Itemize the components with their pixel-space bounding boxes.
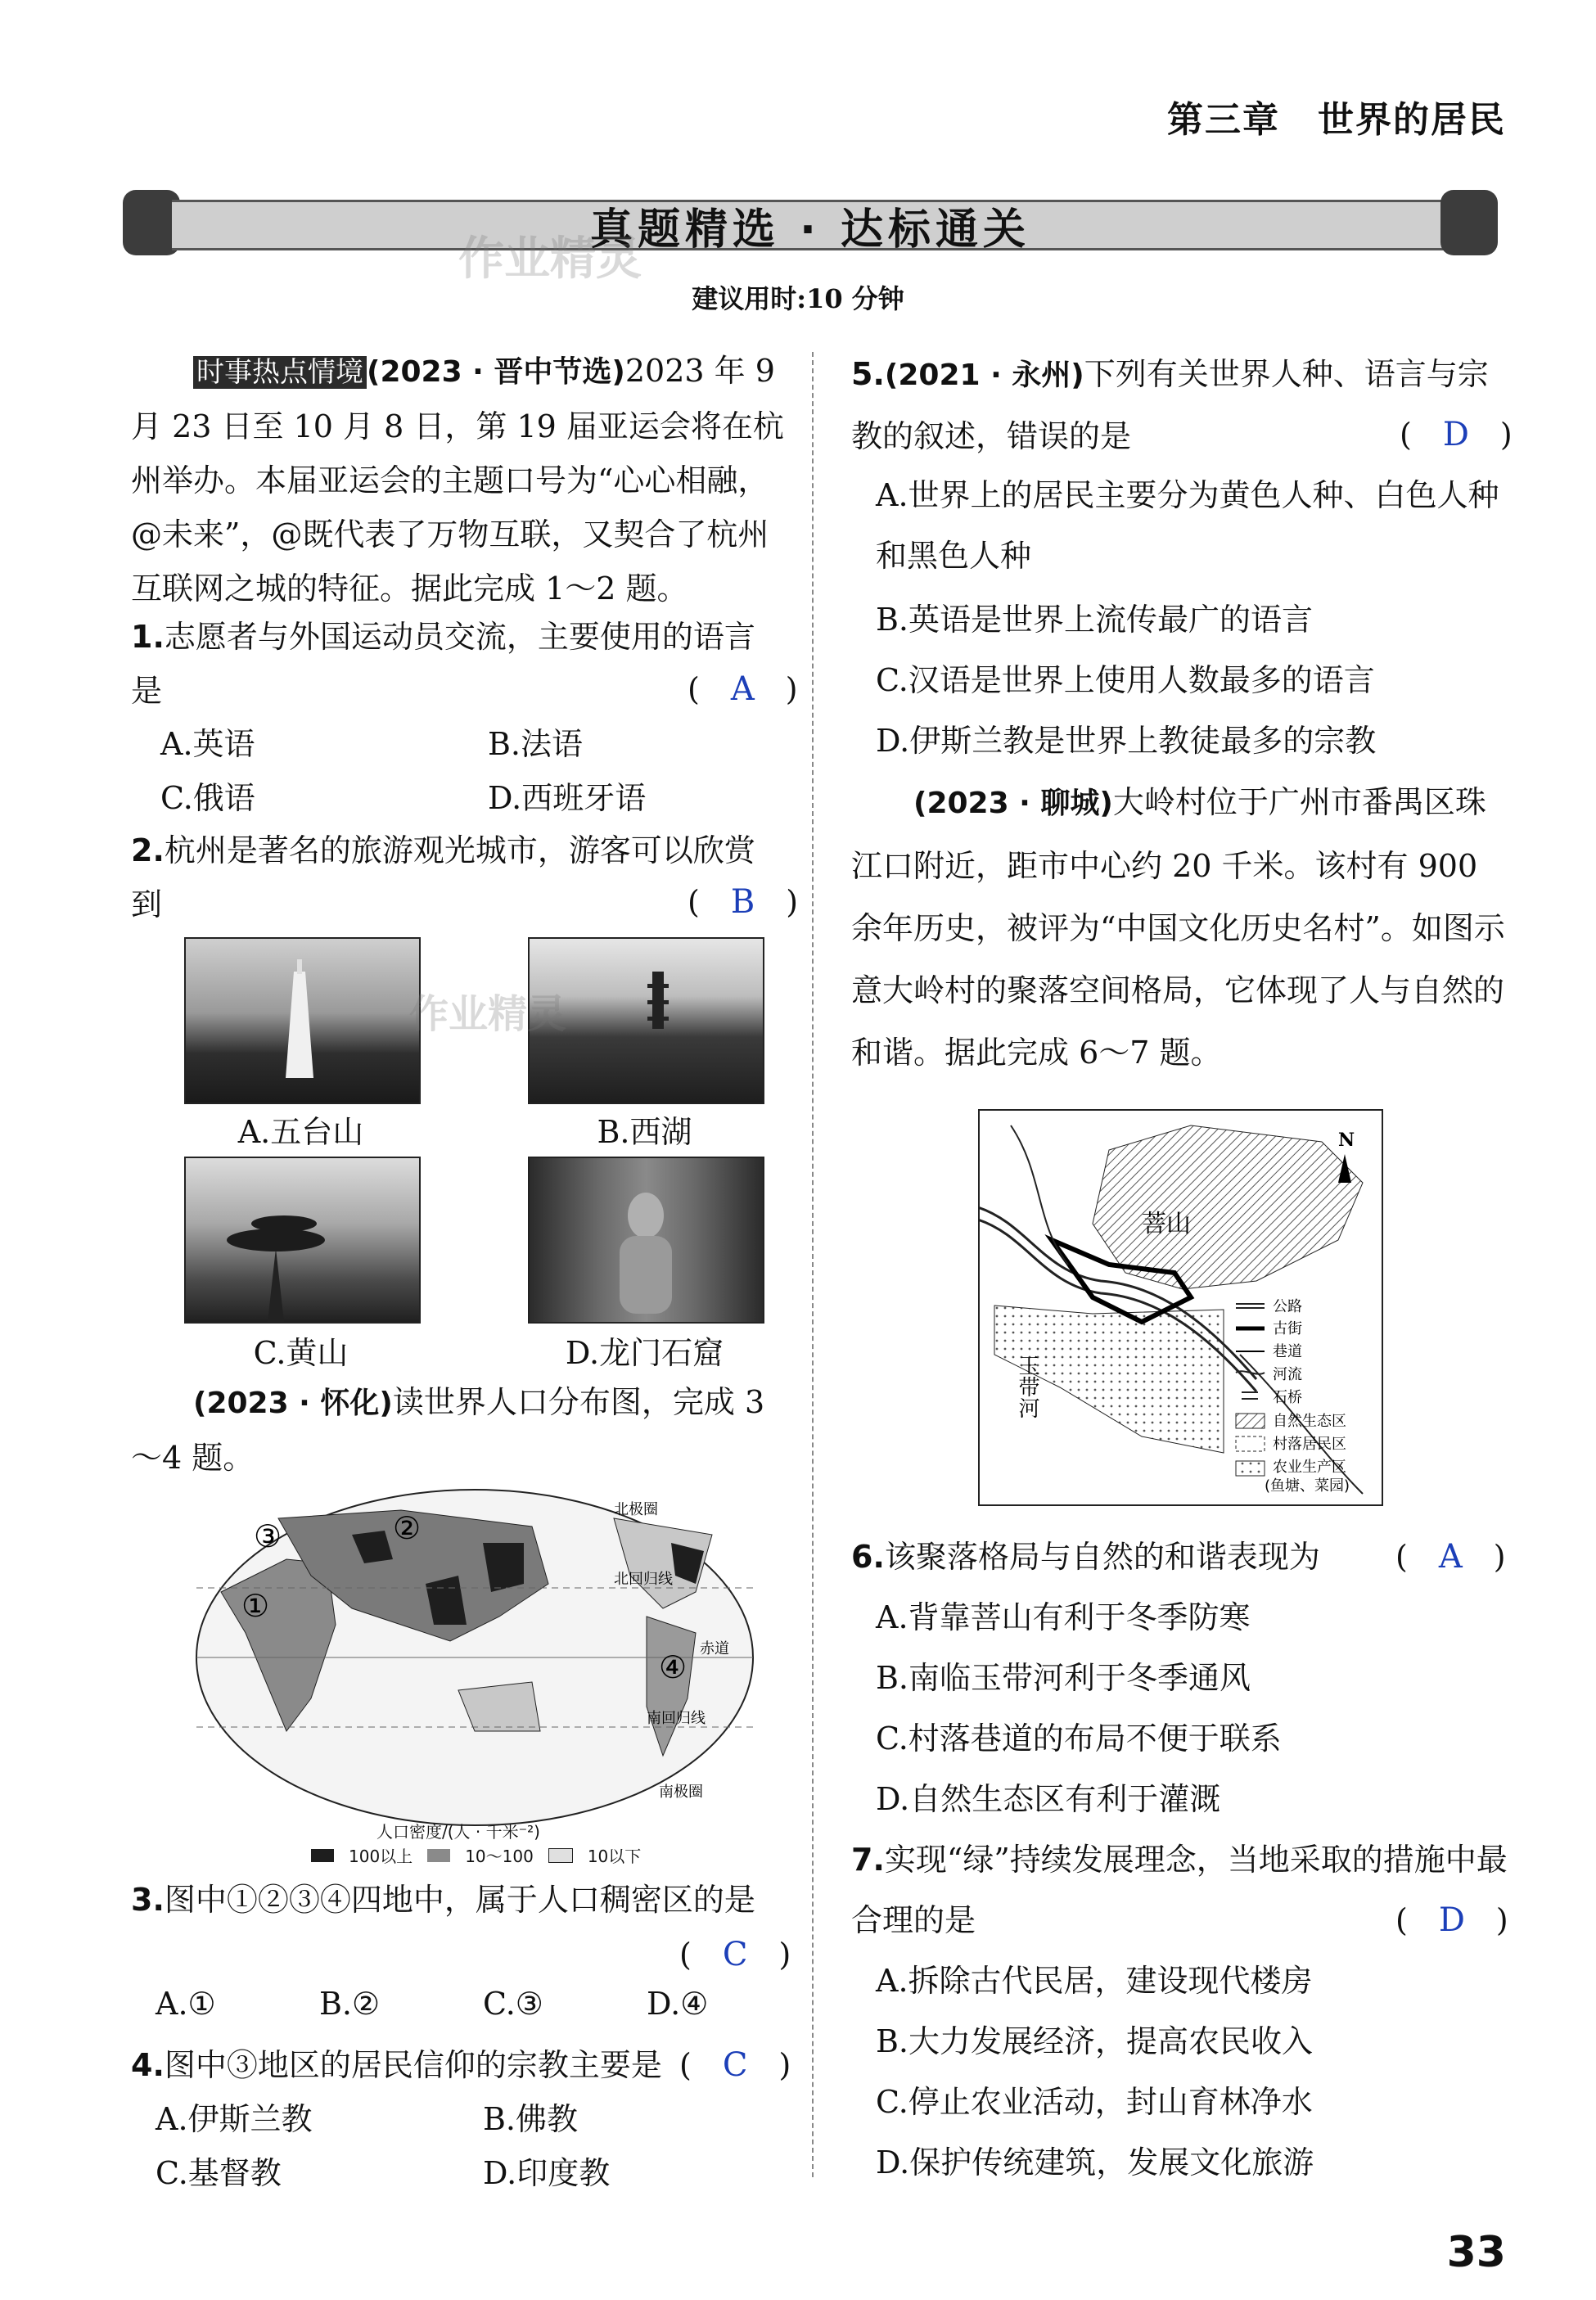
answer-bracket: ( A ) xyxy=(688,670,798,708)
question-3 xyxy=(131,1873,786,1927)
label-4: ④ xyxy=(659,1649,688,1685)
answer: D xyxy=(1438,1901,1465,1939)
answer-bracket: ( C ) xyxy=(679,2046,791,2084)
tropic-capricorn-label: 南回归线 xyxy=(647,1710,706,1727)
answer: D xyxy=(1442,416,1469,453)
answer-bracket: ( D ) xyxy=(1400,416,1513,453)
label-1: ① xyxy=(241,1588,270,1624)
question-6 xyxy=(851,1527,1375,1587)
option-a xyxy=(876,465,1514,586)
antarctic-circle-label: 南极圈 xyxy=(659,1784,703,1801)
question-number: 2. xyxy=(131,832,165,868)
suggested-time: 建议用时:10 分钟 xyxy=(692,283,904,314)
question-stem: 图中③地区的居民信仰的宗教主要是 xyxy=(164,2047,662,2083)
answer-bracket: ( A ) xyxy=(1395,1538,1506,1576)
question-number: 3. xyxy=(131,1882,165,1918)
answer: A xyxy=(1438,1538,1463,1576)
legend-swatch-sparse xyxy=(548,1848,573,1863)
option-a: A.拆除古代民居，建设现代楼房 xyxy=(876,1963,1313,1999)
question-number: 1. xyxy=(131,619,165,655)
river-label: 玉带河 xyxy=(1015,1355,1039,1418)
page-number: 33 xyxy=(1446,2228,1506,2277)
question-number: 4. xyxy=(131,2047,165,2083)
photo-wutai-mountain xyxy=(184,937,421,1104)
tropic-cancer-label: 北回归线 xyxy=(614,1571,673,1588)
legend-river: 河流 xyxy=(1273,1366,1302,1383)
question-number: 6. xyxy=(851,1539,885,1575)
intro-text: 大岭村位于广州市番禺区珠江口附近，距市中心约 20 千米。该村有 900 余年历史，被评为“中国文化历史名村”。如图示意大岭村的聚落空间格局，它体现了人与自然的和谐。据此完成 6～7 题。 xyxy=(851,784,1505,1071)
option-a: A.伊斯兰教 xyxy=(156,2101,313,2137)
option-b: B.② xyxy=(319,1986,381,2022)
legend-agricultural-zone: 农业生产区 xyxy=(1273,1459,1346,1476)
hot-topic-tag: 时事热点情境 xyxy=(193,356,367,389)
section-banner xyxy=(123,190,1498,255)
legend-swatch-dense xyxy=(311,1849,334,1862)
legend-agricultural-note: (鱼塘、菜园) xyxy=(1265,1477,1350,1495)
option-d: D.自然生态区有利于灌溉 xyxy=(876,1781,1221,1817)
legend-stone-bridge: 石桥 xyxy=(1273,1389,1302,1406)
question-stem: 图中①②③④四地中，属于人口稠密区的是 xyxy=(164,1882,755,1918)
watermark: 作业精灵 xyxy=(409,991,567,1037)
answer-bracket: ( C ) xyxy=(679,1936,791,1973)
buddha-statue-icon xyxy=(530,1158,763,1322)
question-stem: 下列有关世界人种、语言与宗教的叙述，错误的是 xyxy=(851,356,1489,454)
legend-alley: 巷道 xyxy=(1273,1343,1302,1360)
option-d: D.印度教 xyxy=(483,2155,611,2191)
option-d: D.④ xyxy=(647,1986,709,2022)
map-legend xyxy=(311,1843,641,1867)
option-d: D.西班牙语 xyxy=(488,780,647,816)
intro-source: (2023 · 晋中节选) xyxy=(367,355,625,389)
option-b: B.佛教 xyxy=(483,2101,579,2137)
question-stem: 该聚落格局与自然的和谐表现为 xyxy=(884,1539,1320,1575)
option-d: D.保护传统建筑，发展文化旅游 xyxy=(876,2144,1314,2180)
question-stem: 志愿者与外国运动员交流，主要使用的语言是 xyxy=(131,619,755,709)
option-a-text: A.世界上的居民主要分为黄色人种、白色人种和黑色人种 xyxy=(876,477,1499,574)
caption-b: B.西湖 xyxy=(597,1114,692,1150)
option-b: B.南临玉带河利于冬季通风 xyxy=(876,1660,1251,1696)
legend-ecological-zone: 自然生态区 xyxy=(1273,1413,1346,1430)
legend-swatch-medium xyxy=(427,1849,450,1862)
option-c: C.村落巷道的布局不便于联系 xyxy=(876,1720,1282,1757)
mountain-label: 菩山 xyxy=(1142,1210,1191,1238)
option-d: D.伊斯兰教是世界上教徒最多的宗教 xyxy=(876,723,1377,759)
answer: B xyxy=(730,883,755,921)
village-layout-map xyxy=(978,1109,1383,1506)
north-arrow: N xyxy=(1338,1130,1355,1151)
legend-old-street: 古街 xyxy=(1273,1320,1302,1337)
legend-sparse: 10以下 xyxy=(587,1847,642,1866)
label-2: ② xyxy=(393,1510,422,1546)
intro-6-7 xyxy=(851,771,1514,1084)
question-number: 7. xyxy=(851,1842,885,1878)
pine-tree-icon xyxy=(186,1158,419,1322)
answer-bracket: ( D ) xyxy=(1395,1901,1508,1939)
legend-road: 公路 xyxy=(1273,1298,1302,1315)
pagoda-icon xyxy=(186,939,419,1103)
left-intro xyxy=(131,344,786,616)
option-c: C.③ xyxy=(483,1986,543,2022)
caption-a: A.五台山 xyxy=(237,1114,364,1150)
answer-bracket: ( B ) xyxy=(688,883,799,921)
answer: C xyxy=(722,1936,748,1973)
intro-source: (2023 · 怀化) xyxy=(193,1387,393,1420)
intro-text: 2023 年 9 月 23 日至 10 月 8 日，第 19 届亚运会将在杭州举办。本届亚运会的主题口号为“心心相融，@未来”，@既代表了万物互联，又契合了杭州互联网之城的特征。据此完成 1～2 题。 xyxy=(131,353,784,607)
caption-c: C.黄山 xyxy=(253,1335,349,1371)
option-c: C.停止农业活动，封山育林净水 xyxy=(876,2084,1313,2120)
option-b: B.法语 xyxy=(488,726,584,762)
caption-d: D.龙门石窟 xyxy=(565,1335,724,1371)
answer: A xyxy=(730,670,755,708)
option-b: B.大力发展经济，提高农民收入 xyxy=(876,2023,1314,2059)
intro-3-4 xyxy=(131,1375,786,1485)
equator-label: 赤道 xyxy=(700,1640,729,1657)
question-4 xyxy=(131,2038,688,2092)
option-a: A.① xyxy=(156,1986,216,2022)
option-b: B.英语是世界上流传最广的语言 xyxy=(876,602,1314,638)
answer: C xyxy=(722,2046,748,2084)
arctic-circle-label: 北极圈 xyxy=(614,1501,658,1518)
question-stem: 实现“绿”持续发展理念，当地采取的措施中最合理的是 xyxy=(851,1842,1508,1938)
world-population-map xyxy=(188,1486,761,1862)
option-c: C.汉语是世界上使用人数最多的语言 xyxy=(876,662,1375,698)
legend-dense: 100以上 xyxy=(349,1847,413,1866)
question-stem: 杭州是著名的旅游观光城市，游客可以欣赏到 xyxy=(131,832,755,922)
photo-longmen-grottoes xyxy=(528,1157,764,1324)
option-a: A.英语 xyxy=(160,726,255,762)
photo-huangshan xyxy=(184,1157,421,1324)
label-3: ③ xyxy=(254,1518,282,1554)
legend-medium: 10～100 xyxy=(465,1847,534,1866)
question-number: 5. xyxy=(851,356,885,392)
option-c: C.基督教 xyxy=(156,2155,282,2191)
map-legend-title: 人口密度/(人 · 千米⁻²) xyxy=(376,1822,540,1842)
legend-residential-zone: 村落居民区 xyxy=(1273,1436,1346,1453)
watermark: 作业精灵 xyxy=(458,232,642,286)
question-source: (2021 · 永州) xyxy=(884,359,1084,392)
intro-source: (2023 · 聊城) xyxy=(913,787,1113,820)
chapter-title: 第三章 世界的居民 xyxy=(1167,99,1506,141)
option-a: A.背靠菩山有利于冬季防寒 xyxy=(876,1599,1251,1635)
column-divider xyxy=(812,352,814,2177)
banner-title: 真题精选 · 达标通关 xyxy=(590,205,1030,255)
option-c: C.俄语 xyxy=(160,780,255,816)
intro-text: 读世界人口分布图，完成 3～4 题。 xyxy=(131,1384,765,1476)
